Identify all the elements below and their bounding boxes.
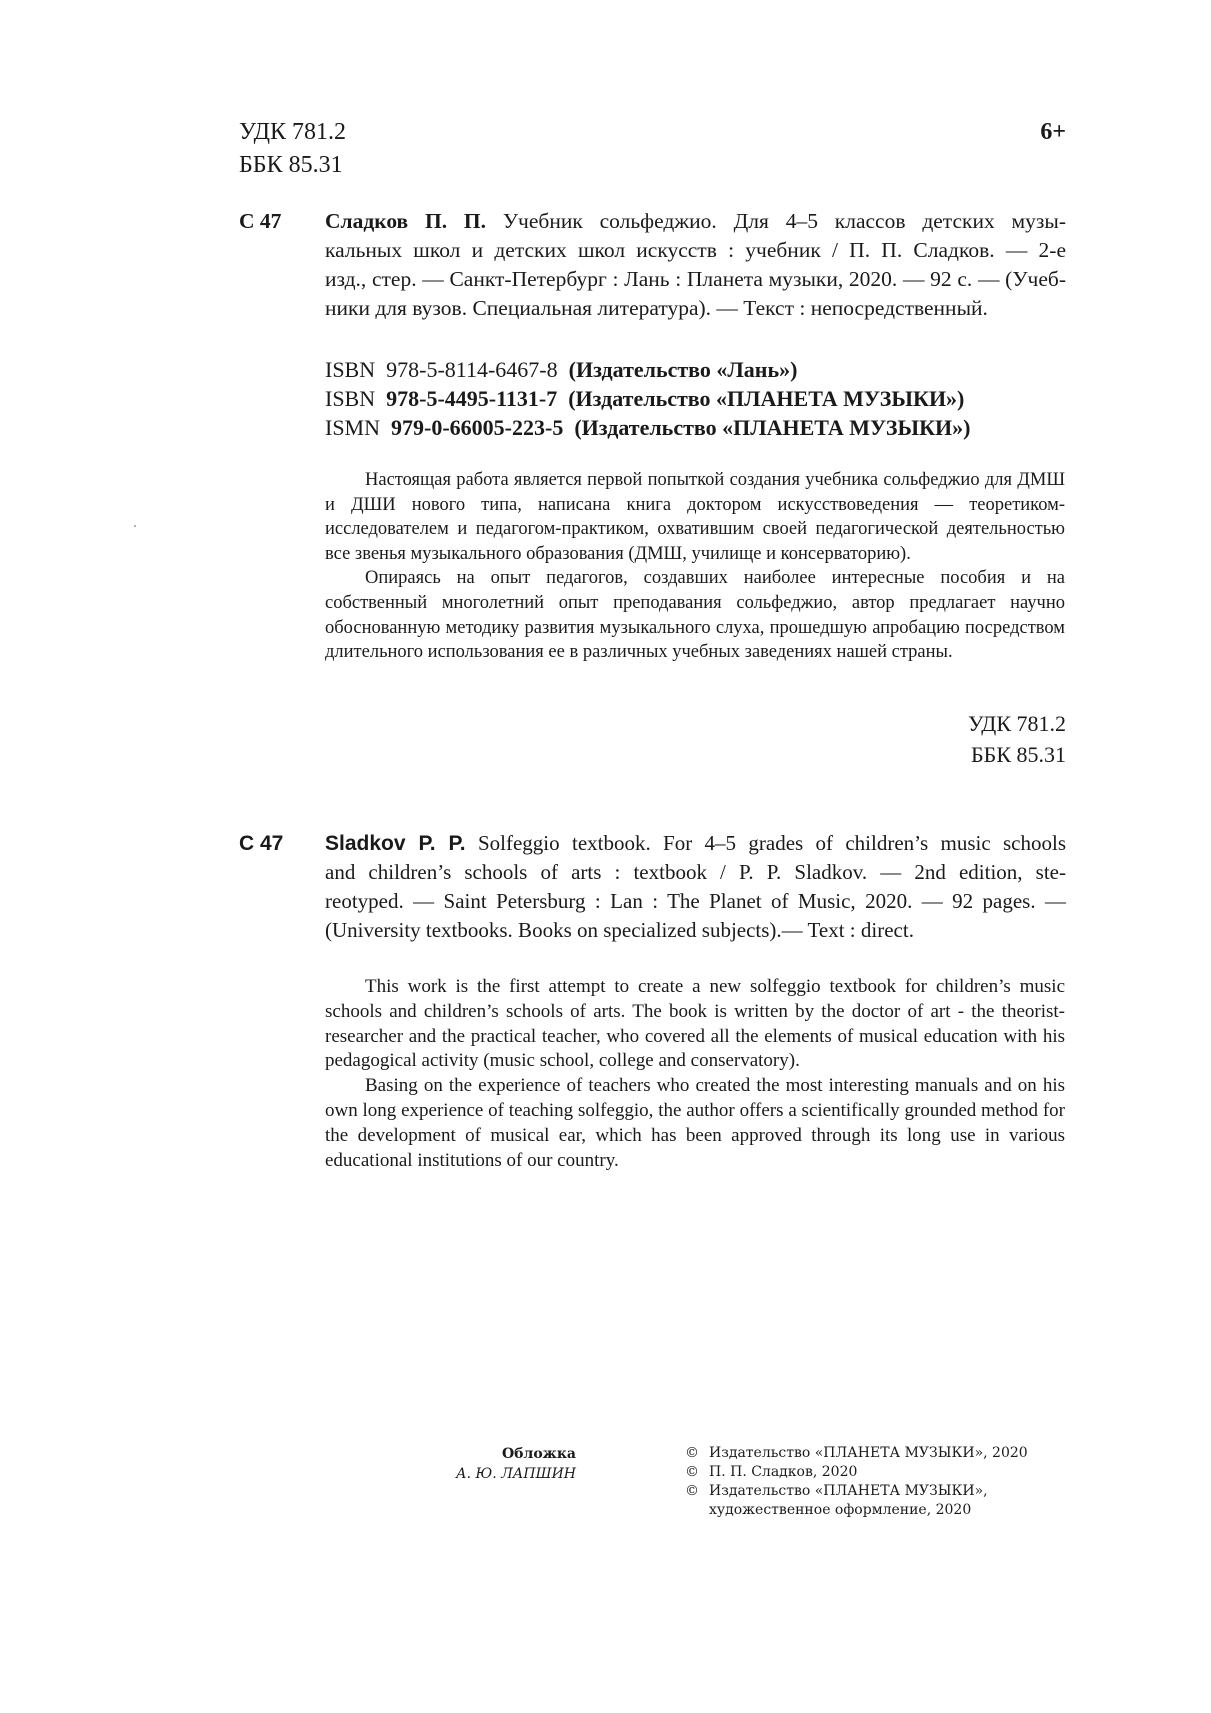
copyright-line (685, 1482, 1028, 1501)
bibliographic-entry-en (239, 829, 1066, 945)
isbn-line (325, 384, 971, 413)
copyright-icon: © (685, 1464, 699, 1480)
isbn-label: ISBN (325, 357, 376, 382)
scan-speck (134, 525, 136, 527)
isbn-block (325, 355, 971, 442)
isbn-publisher: (Издательство «ПЛАНЕТА МУЗЫКИ») (568, 386, 965, 411)
bib-en-line2: and children’s schools of arts : textbook / P. P. Sladkov. — 2nd edition, ste- (325, 860, 1066, 884)
cover-credit (456, 1444, 576, 1484)
abstract-ru (325, 468, 1065, 665)
copyright-block (685, 1444, 1028, 1520)
copyright-continuation: художественное оформление, 2020 (709, 1502, 972, 1518)
ismn-number: 979-0-66005-223-5 (391, 415, 564, 440)
bottom-bbk: ББК 85.31 (971, 742, 1066, 767)
copyright-text: Издательство «ПЛАНЕТА МУЗЫКИ», 2020 (709, 1445, 1028, 1461)
copyright-icon: © (685, 1483, 699, 1499)
age-rating: 6+ (1040, 119, 1066, 145)
author-en: Sladkov P. P. (325, 832, 466, 855)
bib-ru-line2: кальных школ и детских школ искусств : учебник / П. П. Сладков. — 2-е (325, 238, 1066, 262)
bib-ru-line3: изд., стер. — Санкт-Петербург : Лань : Планета музыки, 2020. — 92 с. — (Учеб- (325, 267, 1066, 291)
top-udk: УДК 781.2 (239, 119, 346, 145)
bib-en-line1: Solfeggio textbook. For 4–5 grades of children’s music schools (477, 831, 1066, 855)
bib-en-line3: reotyped. — Saint Petersburg : Lan : The Planet of Music, 2020. — 92 pages. — (325, 889, 1066, 913)
isbn-line (325, 355, 971, 384)
author-mark-ru: С 47 (239, 209, 282, 233)
author-ru: Сладков П. П. (325, 209, 486, 233)
copyright-text: П. П. Сладков, 2020 (709, 1464, 858, 1480)
abstract-en-paragraph-2: Basing on the experience of teachers who created the most interesting manuals and on his own long experience of teaching solfeggio, the author offers a scientifically grounded method for the development of musical ear, which has been approved through its long use in various educational institutions of our country. (325, 1075, 1065, 1171)
abstract-en (325, 975, 1065, 1173)
cover-label: Обложка (501, 1446, 576, 1462)
abstract-en-paragraph-1: This work is the first attempt to create a new solfeggio textbook for children’s music schools and children’s schools of arts. The book is written by the doctor of art - the theorist-researcher and the practical teacher, who covered all the elements of musical education with his pedagogical activity (music school, college and conservatory). (325, 976, 1065, 1072)
top-classification-codes (239, 116, 346, 182)
copyright-icon: © (685, 1445, 699, 1461)
isbn-label: ISBN (325, 386, 376, 411)
ismn-label: ISMN (325, 415, 381, 440)
bibliographic-entry-ru (239, 207, 1066, 323)
ismn-publisher: (Издательство «ПЛАНЕТА МУЗЫКИ») (574, 415, 971, 440)
isbn-number: 978-5-8114-6467-8 (386, 357, 558, 382)
bottom-udk: УДК 781.2 (967, 711, 1066, 736)
top-bbk: ББК 85.31 (239, 152, 343, 178)
bottom-classification-codes (968, 708, 1066, 770)
abstract-ru-paragraph-1: Настоящая работа является первой попыткой создания учебника сольфеджио для ДМШ и ДШИ нового типа, написана книга доктором искусствоведения — теоретиком-исследователем и педагогом-практиком, охватившим своей педагогической деятельностью все звенья музыкального образования (ДМШ, училище и консерваторию). (325, 470, 1065, 564)
bib-ru-line4: ники для вузов. Специальная литература). — Текст : непосредственный. (325, 296, 988, 320)
isbn-publisher: (Издательство «Лань») (568, 357, 798, 382)
copyright-line (685, 1463, 1028, 1482)
abstract-ru-paragraph-2: Опираясь на опыт педагогов, создавших наиболее интересные пособия и на собственный многолетний опыт преподавания сольфеджио, автор предлагает научно обоснованную методику развития музыкального слуха, прошедшую апробацию посредством длительного использования ее в различных учебных заведениях нашей страны. (325, 568, 1065, 663)
copyright-text: Издательство «ПЛАНЕТА МУЗЫКИ», (709, 1483, 988, 1499)
cover-designer: А. Ю. ЛАПШИН (456, 1466, 576, 1482)
author-mark-en: С 47 (239, 832, 284, 855)
isbn-number: 978-5-4495-1131-7 (386, 386, 558, 411)
bib-en-line4: (University textbooks. Books on specialized subjects).— Text : direct. (325, 918, 914, 942)
ismn-line (325, 413, 971, 442)
bib-ru-line1: Учебник сольфеджио. Для 4–5 классов детских музы- (502, 209, 1066, 233)
copyright-line (685, 1444, 1028, 1463)
